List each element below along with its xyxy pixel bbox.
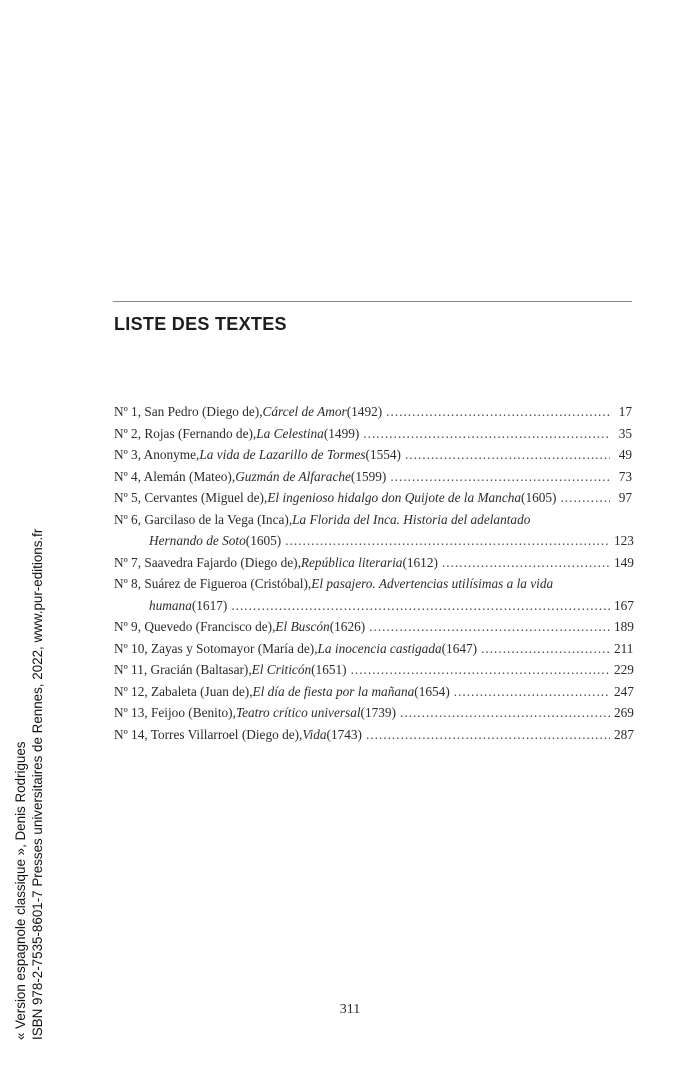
entry-title: El Buscón (275, 619, 330, 634)
leader-dots (560, 487, 610, 509)
entry-page: 229 (614, 662, 634, 677)
entry-author: Nº 11, Gracián (Baltasar), (114, 662, 252, 677)
entry-year: (1626) (329, 619, 366, 634)
leader-dots (390, 466, 610, 488)
entry-author: Nº 13, Feijoo (Benito), (114, 705, 236, 720)
entry-year: (1499) (323, 425, 360, 441)
entry-title: La Celestina (256, 425, 324, 441)
entry-year: (1617) (191, 597, 228, 613)
toc-entry (114, 401, 632, 423)
page-title: LISTE DES TEXTES (114, 314, 287, 334)
entry-author: Nº 10, Zayas y Sotomayor (María de), (114, 640, 318, 656)
toc-entry (114, 659, 632, 681)
entry-page: 73 (618, 468, 632, 484)
leader-dots (454, 681, 610, 703)
leader-dots (386, 401, 610, 423)
entry-year: (1739) (360, 705, 396, 720)
entry-author: Nº 2, Rojas (Fernando de), (114, 425, 257, 441)
entry-author: Nº 6, Garcilaso de la Vega (Inca), (114, 511, 293, 527)
entry-author: Nº 7, Saavedra Fajardo (Diego de), (114, 554, 301, 570)
entry-title: Cárcel de Amor (262, 404, 347, 419)
entry-year: (1651) (311, 662, 347, 677)
entry-title: El Criticón (251, 662, 312, 677)
leader-dots (363, 423, 610, 445)
toc-entry (114, 724, 632, 746)
copyright-sidebar (12, 529, 46, 1040)
entry-title: La inocencia castigada (317, 640, 442, 656)
toc-entry (114, 444, 632, 466)
leader-dots (285, 530, 610, 552)
entry-title: El ingenioso hidalgo don Quijote de la Mancha (267, 490, 522, 505)
entry-title: La Florida del Inca. Historia del adelantado (292, 511, 531, 527)
toc-entry (114, 509, 632, 552)
entry-title: El día de fiesta por la mañana (252, 683, 415, 699)
entry-page: 287 (614, 726, 634, 742)
sidebar-line-1: « Version espagnole classique », Denis Rodrigues (13, 741, 28, 1040)
entry-year: (1599) (350, 468, 387, 484)
entry-author: Nº 9, Quevedo (Francisco de), (114, 619, 276, 634)
entry-year: (1605) (245, 533, 282, 548)
entry-title: La vida de Lazarillo de Tormes (199, 447, 366, 462)
leader-dots (405, 444, 610, 466)
leader-dots (369, 616, 610, 638)
toc-entry (114, 681, 632, 703)
toc-entry (114, 573, 632, 616)
toc-entry (114, 487, 632, 509)
entry-year: (1492) (346, 404, 383, 419)
toc-entry (114, 423, 632, 445)
entry-page: 123 (614, 533, 634, 548)
entry-page: 97 (618, 490, 632, 505)
entry-year: (1647) (441, 640, 478, 656)
leader-dots (481, 638, 610, 660)
table-of-contents (114, 401, 632, 745)
toc-entry (114, 466, 632, 488)
entry-author: Nº 3, Anonyme, (114, 447, 200, 462)
entry-page: 269 (614, 705, 634, 720)
entry-author: Nº 12, Zabaleta (Juan de), (114, 683, 253, 699)
entry-year: (1612) (402, 554, 438, 570)
leader-dots (231, 595, 610, 617)
entry-page: 211 (614, 640, 634, 656)
entry-author: Nº 5, Cervantes (Miguel de), (114, 490, 268, 505)
entry-title-continued: Hernando de Soto (149, 533, 246, 548)
entry-title: El pasajero. Advertencias utilísimas a la vida (311, 576, 554, 591)
leader-dots (442, 552, 610, 574)
entry-page: 17 (618, 404, 632, 419)
sidebar-line-2: ISBN 978-2-7535-8601-7 Presses universitaires de Rennes, 2022, www.pur-editions.fr (30, 528, 45, 1040)
entry-title: Guzmán de Alfarache (235, 468, 351, 484)
toc-entry (114, 702, 632, 724)
entry-title: Teatro crítico universal (235, 705, 361, 720)
entry-page: 247 (614, 683, 634, 699)
leader-dots (400, 702, 610, 724)
entry-author: Nº 4, Alemán (Mateo), (114, 468, 236, 484)
entry-page: 189 (614, 619, 634, 634)
entry-year: (1605) (521, 490, 557, 505)
toc-entry (114, 552, 632, 574)
entry-page: 49 (618, 447, 632, 462)
entry-author: Nº 1, San Pedro (Diego de), (114, 404, 263, 419)
leader-dots (351, 659, 610, 681)
heading-rule (113, 301, 632, 302)
entry-page: 149 (614, 554, 634, 570)
entry-author: Nº 8, Suárez de Figueroa (Cristóbal), (114, 576, 312, 591)
entry-title: Vida (302, 726, 327, 742)
entry-author: Nº 14, Torres Villarroel (Diego de), (114, 726, 303, 742)
entry-title-continued: humana (149, 597, 192, 613)
entry-year: (1654) (414, 683, 450, 699)
toc-entry (114, 616, 632, 638)
entry-title: República literaria (300, 554, 403, 570)
entry-page: 35 (618, 425, 632, 441)
entry-year: (1743) (326, 726, 362, 742)
entry-year: (1554) (365, 447, 401, 462)
entry-page: 167 (614, 597, 634, 613)
page-number: 311 (339, 1002, 361, 1017)
toc-entry (114, 638, 632, 660)
leader-dots (366, 724, 610, 746)
